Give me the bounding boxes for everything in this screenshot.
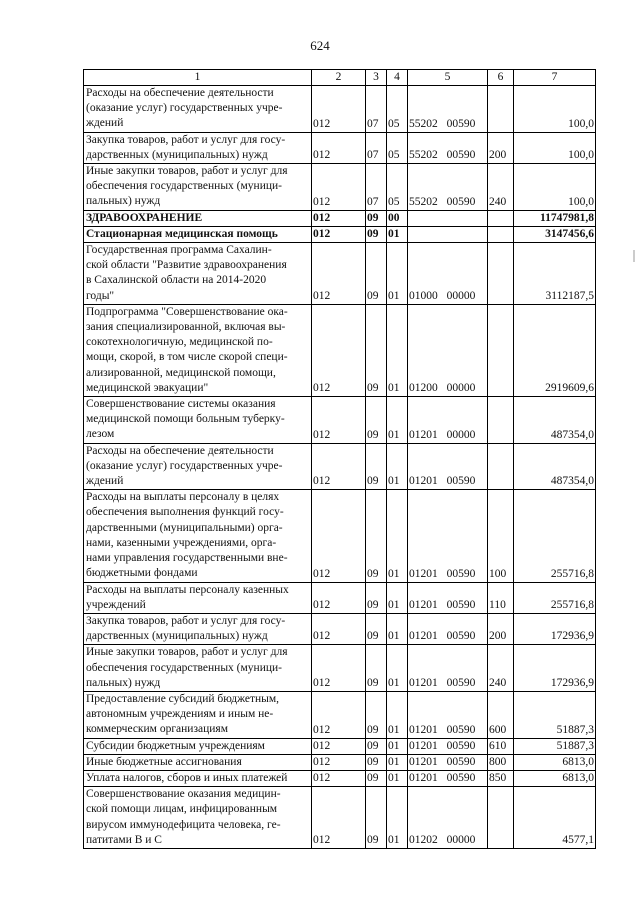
cell-name: Совершенствование оказания медицин- ской помощи лицам, инфицированным вирусом иммунодефицита человека, ге- патитами В и С xyxy=(84,787,312,849)
cell-section: 09 xyxy=(366,490,387,582)
table-row xyxy=(84,490,596,582)
table-row xyxy=(84,787,596,849)
page-number: 624 xyxy=(310,38,330,53)
cell-target-article: 01201 00590 xyxy=(408,770,488,786)
header-col-4: 4 xyxy=(387,70,408,86)
table-row xyxy=(84,443,596,490)
cell-section: 09 xyxy=(366,304,387,396)
cell-expense-type: 800 xyxy=(488,754,514,770)
cell-ved: 012 xyxy=(312,243,366,305)
header-col-2: 2 xyxy=(312,70,366,86)
cell-name: Закупка товаров, работ и услуг для госу- дарственных (муниципальных) нужд xyxy=(84,132,312,163)
cell-section: 09 xyxy=(366,738,387,754)
cell-ved: 012 xyxy=(312,397,366,444)
cell-target-article: 01202 00000 xyxy=(408,787,488,849)
cell-expense-type: 240 xyxy=(488,164,514,211)
cell-expense-type xyxy=(488,243,514,305)
cell-expense-type xyxy=(488,787,514,849)
cell-expense-type xyxy=(488,226,514,242)
cell-ved: 012 xyxy=(312,770,366,786)
cell-target-article: 01200 00000 xyxy=(408,304,488,396)
cell-subsection: 01 xyxy=(387,243,408,305)
cell-amount: 3112187,5 xyxy=(514,243,596,305)
cell-target-article: 01201 00590 xyxy=(408,754,488,770)
table-row xyxy=(84,738,596,754)
cell-section: 09 xyxy=(366,243,387,305)
table-row xyxy=(84,226,596,242)
cell-amount: 100,0 xyxy=(514,164,596,211)
cell-amount: 487354,0 xyxy=(514,397,596,444)
cell-ved: 012 xyxy=(312,582,366,613)
cell-section: 07 xyxy=(366,164,387,211)
budget-table xyxy=(83,69,596,849)
cell-amount: 487354,0 xyxy=(514,443,596,490)
cell-name: Субсидии бюджетным учреждениям xyxy=(84,738,312,754)
cell-name: Закупка товаров, работ и услуг для госу- дарственных (муниципальных) нужд xyxy=(84,613,312,644)
cell-target-article xyxy=(408,226,488,242)
cell-subsection: 01 xyxy=(387,787,408,849)
cell-expense-type xyxy=(488,443,514,490)
cell-target-article: 55202 00590 xyxy=(408,132,488,163)
cell-target-article: 55202 00590 xyxy=(408,164,488,211)
cell-name: Государственная программа Сахалин- ской области "Развитие здравоохранения в Сахалинской области на 2014-2020 годы" xyxy=(84,243,312,305)
cell-name: Уплата налогов, сборов и иных платежей xyxy=(84,770,312,786)
cell-target-article: 01201 00000 xyxy=(408,397,488,444)
table-row xyxy=(84,397,596,444)
cell-ved: 012 xyxy=(312,210,366,226)
cell-target-article: 01201 00590 xyxy=(408,582,488,613)
cell-ved: 012 xyxy=(312,645,366,692)
cell-subsection: 01 xyxy=(387,738,408,754)
cell-section: 09 xyxy=(366,443,387,490)
cell-subsection: 01 xyxy=(387,304,408,396)
cell-subsection: 05 xyxy=(387,86,408,133)
cell-subsection: 01 xyxy=(387,613,408,644)
cell-ved: 012 xyxy=(312,164,366,211)
table-row xyxy=(84,210,596,226)
table-row xyxy=(84,613,596,644)
cell-subsection: 01 xyxy=(387,582,408,613)
cell-amount: 255716,8 xyxy=(514,582,596,613)
cell-section: 09 xyxy=(366,691,387,738)
cell-subsection: 00 xyxy=(387,210,408,226)
cell-subsection: 01 xyxy=(387,754,408,770)
cell-section: 09 xyxy=(366,613,387,644)
header-col-7: 7 xyxy=(514,70,596,86)
cell-expense-type xyxy=(488,210,514,226)
cell-target-article: 01201 00590 xyxy=(408,490,488,582)
cell-amount: 100,0 xyxy=(514,132,596,163)
cell-amount: 172936,9 xyxy=(514,613,596,644)
table-row xyxy=(84,304,596,396)
table-body xyxy=(84,86,596,849)
cell-name: Стационарная медицинская помощь xyxy=(84,226,312,242)
cell-target-article: 01201 00590 xyxy=(408,645,488,692)
cell-name: Расходы на выплаты персоналу казенных учреждений xyxy=(84,582,312,613)
cell-expense-type xyxy=(488,304,514,396)
cell-expense-type: 850 xyxy=(488,770,514,786)
cell-section: 09 xyxy=(366,770,387,786)
cell-subsection: 01 xyxy=(387,770,408,786)
cell-section: 09 xyxy=(366,582,387,613)
cell-section: 09 xyxy=(366,226,387,242)
cell-section: 09 xyxy=(366,645,387,692)
table-row xyxy=(84,770,596,786)
cell-subsection: 01 xyxy=(387,397,408,444)
header-col-1: 1 xyxy=(84,70,312,86)
table-row xyxy=(84,86,596,133)
table-row xyxy=(84,582,596,613)
header-col-5: 5 xyxy=(408,70,488,86)
cell-amount: 11747981,8 xyxy=(514,210,596,226)
cell-section: 09 xyxy=(366,210,387,226)
cell-expense-type: 600 xyxy=(488,691,514,738)
cell-amount: 51887,3 xyxy=(514,738,596,754)
cell-section: 09 xyxy=(366,754,387,770)
cell-ved: 012 xyxy=(312,490,366,582)
table-row xyxy=(84,691,596,738)
cell-ved: 012 xyxy=(312,787,366,849)
cell-amount: 255716,8 xyxy=(514,490,596,582)
cell-target-article: 01201 00590 xyxy=(408,691,488,738)
cell-ved: 012 xyxy=(312,226,366,242)
cell-name: Расходы на выплаты персоналу в целях обеспечения выполнения функций госу- дарственными (муниципальными) орга- нами, казенными учреждениями, орга- нами управления государственными вне- бюджетными фондами xyxy=(84,490,312,582)
cell-amount: 100,0 xyxy=(514,86,596,133)
cell-ved: 012 xyxy=(312,738,366,754)
table-row xyxy=(84,164,596,211)
cell-expense-type xyxy=(488,86,514,133)
cell-subsection: 05 xyxy=(387,164,408,211)
cell-amount: 2919609,6 xyxy=(514,304,596,396)
cell-ved: 012 xyxy=(312,613,366,644)
header-col-6: 6 xyxy=(488,70,514,86)
cell-section: 09 xyxy=(366,397,387,444)
table-row xyxy=(84,645,596,692)
cell-target-article: 01000 00000 xyxy=(408,243,488,305)
cell-subsection: 01 xyxy=(387,443,408,490)
cell-amount: 6813,0 xyxy=(514,770,596,786)
cell-ved: 012 xyxy=(312,132,366,163)
cell-name: Иные закупки товаров, работ и услуг для обеспечения государственных (муници- пальных) нужд xyxy=(84,645,312,692)
cell-expense-type: 100 xyxy=(488,490,514,582)
cell-name: Иные бюджетные ассигнования xyxy=(84,754,312,770)
cell-amount: 3147456,6 xyxy=(514,226,596,242)
cell-name: ЗДРАВООХРАНЕНИЕ xyxy=(84,210,312,226)
cell-subsection: 01 xyxy=(387,645,408,692)
cell-target-article: 01201 00590 xyxy=(408,738,488,754)
cell-subsection: 01 xyxy=(387,490,408,582)
cell-name: Предоставление субсидий бюджетным, автономным учреждениям и иным не- коммерческим организациям xyxy=(84,691,312,738)
table-row xyxy=(84,243,596,305)
cell-amount: 4577,1 xyxy=(514,787,596,849)
scan-edge-mark xyxy=(628,0,640,905)
cell-ved: 012 xyxy=(312,754,366,770)
cell-target-article: 55202 00590 xyxy=(408,86,488,133)
cell-amount: 172936,9 xyxy=(514,645,596,692)
cell-ved: 012 xyxy=(312,86,366,133)
cell-expense-type: 200 xyxy=(488,132,514,163)
cell-name: Иные закупки товаров, работ и услуг для обеспечения государственных (муници- пальных) нужд xyxy=(84,164,312,211)
cell-name: Подпрограмма "Совершенствование ока- зания специализированной, включая вы- сокотехнологичную, медицинской по- мощи, скорой, в том числе скорой специ- ализированной, медицинской помощи, медицинской эвакуации" xyxy=(84,304,312,396)
cell-ved: 012 xyxy=(312,691,366,738)
cell-subsection: 05 xyxy=(387,132,408,163)
cell-expense-type: 110 xyxy=(488,582,514,613)
cell-section: 07 xyxy=(366,86,387,133)
table-row xyxy=(84,132,596,163)
cell-target-article: 01201 00590 xyxy=(408,613,488,644)
cell-expense-type xyxy=(488,397,514,444)
cell-amount: 6813,0 xyxy=(514,754,596,770)
cell-section: 07 xyxy=(366,132,387,163)
header-col-3: 3 xyxy=(366,70,387,86)
cell-name: Расходы на обеспечение деятельности (оказание услуг) государственных учре- ждений xyxy=(84,86,312,133)
cell-expense-type: 240 xyxy=(488,645,514,692)
cell-target-article xyxy=(408,210,488,226)
cell-name: Расходы на обеспечение деятельности (оказание услуг) государственных учре- ждений xyxy=(84,443,312,490)
cell-ved: 012 xyxy=(312,443,366,490)
cell-section: 09 xyxy=(366,787,387,849)
cell-ved: 012 xyxy=(312,304,366,396)
cell-expense-type: 200 xyxy=(488,613,514,644)
cell-expense-type: 610 xyxy=(488,738,514,754)
cell-target-article: 01201 00590 xyxy=(408,443,488,490)
cell-subsection: 01 xyxy=(387,691,408,738)
table-header-row xyxy=(84,70,596,86)
cell-subsection: 01 xyxy=(387,226,408,242)
cell-amount: 51887,3 xyxy=(514,691,596,738)
table-row xyxy=(84,754,596,770)
cell-name: Совершенствование системы оказания медицинской помощи больным туберку- лезом xyxy=(84,397,312,444)
